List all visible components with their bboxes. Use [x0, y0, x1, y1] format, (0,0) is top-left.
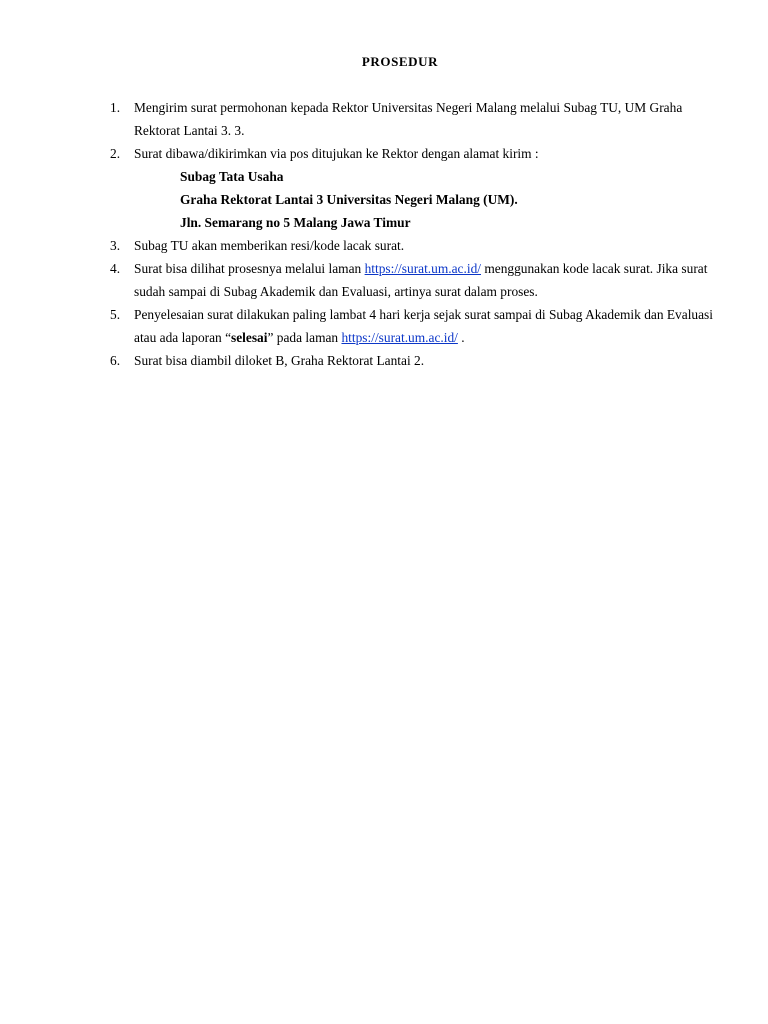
list-item: [110, 96, 718, 142]
list-number: 6.: [110, 353, 121, 368]
list-item: [110, 142, 718, 234]
item-text: menggunakan kode lacak surat. Jika surat sudah sampai di Subag Akademik dan Evaluasi, artinya surat dalam proses.: [134, 261, 708, 299]
item-text: Penyelesaian surat dilakukan paling lambat 4 hari kerja sejak surat sampai di Subag Akademik dan Evaluasi atau ada laporan “: [134, 307, 713, 345]
surat-um-link[interactable]: https://surat.um.ac.id/: [341, 330, 458, 345]
item-text: Surat dibawa/dikirimkan via pos ditujukan ke Rektor dengan alamat kirim :: [134, 146, 539, 161]
item-text: Surat bisa diambil diloket B, Graha Rektorat Lantai 2.: [134, 353, 425, 368]
list-item: [110, 234, 718, 257]
item-text: .: [457, 330, 465, 345]
procedure-list: [110, 96, 718, 372]
item-text: Surat bisa dilihat prosesnya melalui laman: [134, 261, 365, 276]
address-line: Graha Rektorat Lantai 3 Universitas Negeri Malang (UM).: [180, 192, 518, 207]
surat-um-link[interactable]: https://surat.um.ac.id/: [364, 261, 481, 276]
address-line: Subag Tata Usaha: [180, 169, 284, 184]
list-number: 4.: [110, 261, 121, 276]
list-number: 1.: [110, 100, 121, 115]
item-text: Subag TU akan memberikan resi/kode lacak surat.: [134, 238, 405, 253]
item-text: ” pada laman: [267, 330, 342, 345]
list-item: [110, 257, 718, 303]
list-number: 5.: [110, 307, 121, 322]
list-item: [110, 349, 718, 372]
address-line: Jln. Semarang no 5 Malang Jawa Timur: [180, 215, 411, 230]
list-item: [110, 303, 718, 349]
page-title: PROSEDUR: [361, 54, 439, 69]
list-number: 3.: [110, 238, 121, 253]
item-text: Mengirim surat permohonan kepada Rektor Universitas Negeri Malang melalui Subag TU, UM Graha Rektorat Lantai 3. 3.: [134, 100, 683, 138]
bold-text: selesai: [231, 330, 268, 345]
list-number: 2.: [110, 146, 121, 161]
